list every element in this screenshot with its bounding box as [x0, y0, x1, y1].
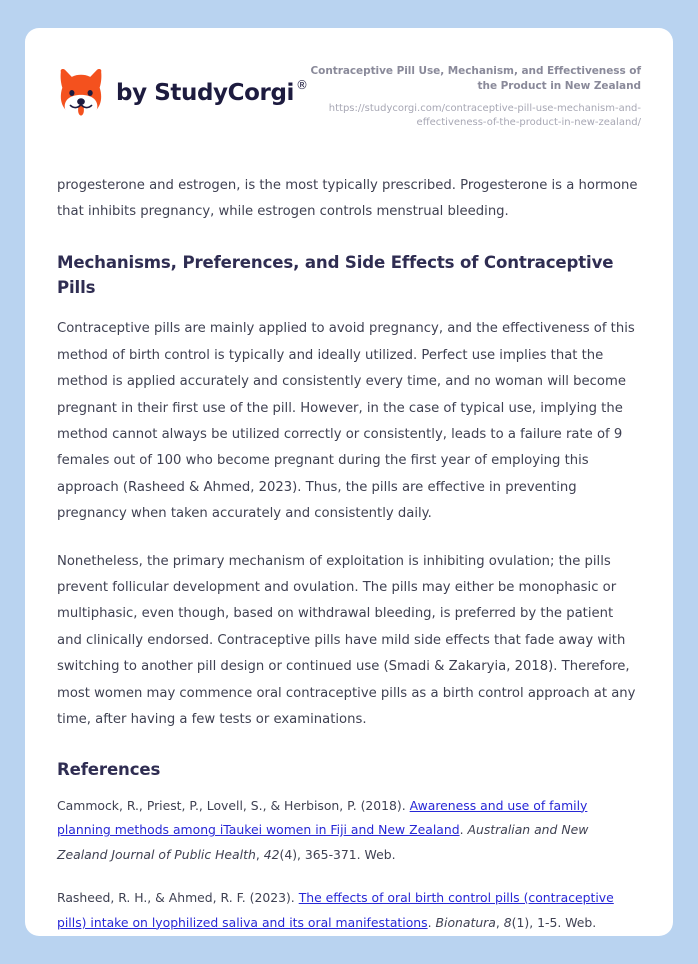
- reference-authors: Cammock, R., Priest, P., Lovell, S., & Herbison, P. (2018).: [57, 797, 410, 813]
- reference-after-link: .: [427, 914, 436, 930]
- document-meta: [306, 62, 641, 131]
- body-paragraph-2: Nonetheless, the primary mechanism of exploitation is inhibiting ovulation; the pills prevent follicular development and ovulation. The pills may either be monophasic or multiphasic, even though, based on withdrawal bleeding, is preferred by the patient and clinically endorsed. Contraceptive pills have mild side effects that fade away with switching to another pill design or continued use (Smadi & Zakaryia, 2018). Therefore, most women may commence oral contraceptive pills as a birth control approach at any time, after having a few tests or examinations.: [57, 553, 636, 728]
- intro-paragraph: progesterone and estrogen, is the most typically prescribed. Progesterone is a hormone that inhibits pregnancy, while estrogen controls menstrual bleeding.: [57, 177, 638, 220]
- reference-journal-sep: ,: [495, 914, 504, 930]
- registered-trademark-icon: ®: [296, 77, 308, 92]
- brand-block: [57, 62, 306, 118]
- references-heading: References: [57, 759, 161, 779]
- document-card: [25, 28, 673, 936]
- section-heading: Mechanisms, Preferences, and Side Effects of Contraceptive Pills: [57, 252, 614, 297]
- reference-link[interactable]: Awareness and use of family planning methods among iTaukei women in Fiji and New Zealand: [57, 797, 588, 838]
- document-url[interactable]: https://studycorgi.com/contraceptive-pill-use-mechanism-and-effectiveness-of-the-product-in-new-zealand/: [328, 102, 641, 129]
- brand-name-text: by StudyCorgi: [116, 79, 295, 106]
- reference-journal: Bionatura: [435, 914, 496, 930]
- document-title: Contraceptive Pill Use, Mechanism, and Effectiveness of the Product in New Zealand: [310, 65, 641, 92]
- document-header: [25, 28, 673, 131]
- body-paragraph-1: Contraceptive pills are mainly applied to avoid pregnancy, and the effectiveness of this method of birth control is typically and ideally utilized. Perfect use implies that the method is applied accurately and consistently every time, and no woman will become pregnant in their first use of the pill. However, in the case of typical use, implying the method cannot always be utilized correctly or consistently, leads to a failure rate of 9 females out of 100 who become pregnant during the first year of employing this approach (Rasheed & Ahmed, 2023). Thus, the pills are effective in preventing pregnancy when taken accurately and consistently daily.: [57, 321, 635, 522]
- reference-link[interactable]: The effects of oral birth control pills (contraceptive pills) intake on lyophilized saliva and its oral manifestations: [57, 889, 614, 930]
- reference-item: [57, 886, 641, 936]
- reference-tail: (1), 1-5. Web.: [511, 914, 597, 930]
- brand-wordmark: [116, 77, 308, 106]
- reference-journal: Australian and New Zealand Journal of Public Health: [57, 822, 589, 863]
- reference-journal-sep: ,: [255, 847, 264, 863]
- reference-after-link: .: [459, 822, 468, 838]
- reference-volume: 42: [263, 847, 280, 863]
- reference-tail: (4), 365-371. Web.: [279, 847, 396, 863]
- reference-authors: Rasheed, R. H., & Ahmed, R. F. (2023).: [57, 889, 299, 905]
- document-body: [25, 173, 673, 936]
- reference-item: [57, 794, 641, 868]
- reference-volume: 8: [503, 914, 512, 930]
- corgi-face-logo-icon: [57, 68, 105, 118]
